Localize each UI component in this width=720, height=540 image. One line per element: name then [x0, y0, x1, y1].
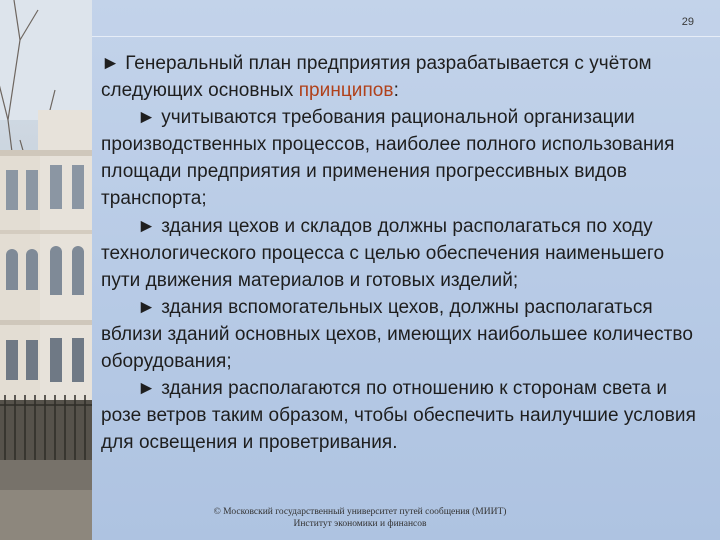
building-illustration — [0, 0, 100, 540]
principle-text: здания располагаются по отношению к сторонам света и розе ветров таким образом, чтобы обеспечить наилучшие условия для освещения и проветривания. — [101, 378, 696, 454]
slide-body — [101, 50, 701, 456]
bullet-arrow-icon: ► — [137, 296, 156, 318]
principle-item — [101, 104, 701, 212]
footer-copyright: © Московский государственный университет путей сообщения (МИИТ) — [213, 507, 507, 517]
accent-word: принципов — [298, 80, 394, 102]
principle-text: здания вспомогательных цехов, должны располагаться вблизи зданий основных цехов, имеющих наибольшее количество оборудования; — [101, 296, 693, 373]
footer-institute: Институт экономики и финансов — [293, 519, 427, 529]
intro-text-end: : — [393, 80, 399, 102]
intro-text: Генеральный план предприятия разрабатывается с учётом следующих основных — [101, 53, 652, 102]
principle-text: учитываются требования рациональной организации производственных процессов, наиболее полного использования площади предприятия и применения прогрессивных видов транспорта; — [101, 107, 675, 210]
intro-paragraph — [101, 50, 701, 104]
footer — [150, 506, 570, 530]
principle-item — [101, 375, 701, 456]
bullet-arrow-icon: ► — [137, 215, 156, 237]
bullet-arrow-icon: ► — [137, 107, 156, 129]
principle-item — [101, 294, 701, 375]
bullet-arrow-icon: ► — [101, 53, 120, 74]
bullet-arrow-icon: ► — [137, 378, 156, 400]
header-rule — [92, 36, 720, 37]
principle-item — [101, 213, 701, 294]
page-number: 29 — [681, 16, 694, 28]
principle-text: здания цехов и складов должны располагаться по ходу технологического процесса с целью обеспечения наименьшего пути движения материалов и готовых изделий; — [101, 215, 665, 291]
building-photo — [0, 0, 100, 540]
